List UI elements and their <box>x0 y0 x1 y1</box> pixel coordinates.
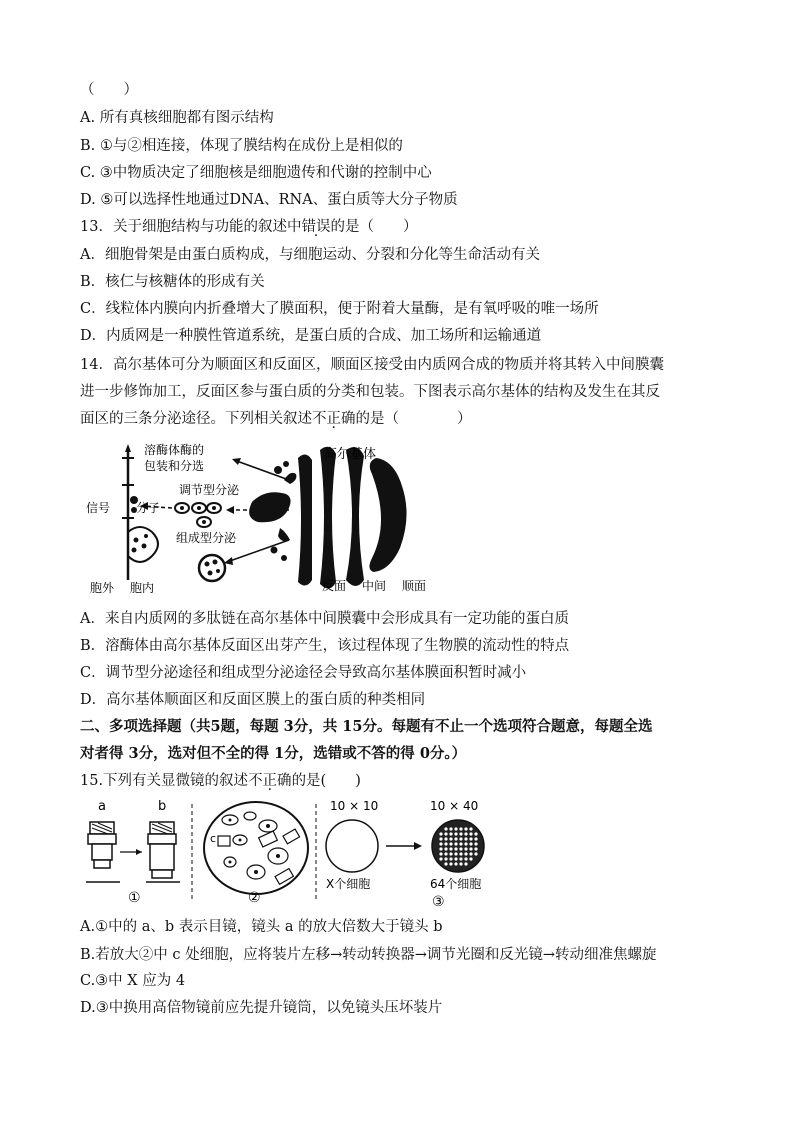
label-lysosome-1: 溶酶体酶的 <box>144 443 205 457</box>
cell-dot <box>464 857 467 860</box>
cell-dot <box>449 852 452 855</box>
label-cis: 顺面 <box>402 579 427 593</box>
label-one: ① <box>128 890 141 906</box>
q13-stem-post: 的是（ ） <box>330 219 418 235</box>
q14-stem-pre: 面区的三条分泌途径。下列相关叙述 <box>80 411 312 427</box>
label-inside: 胞内 <box>130 581 155 595</box>
cell-dot <box>439 837 442 840</box>
q12-option-b: B. ①与②相连接，体现了膜结构在成份上是相似的 <box>80 138 403 154</box>
cell-dot <box>449 832 452 835</box>
cell-dot <box>474 842 477 845</box>
q14-option-d: D．高尔基体顺面区和反面区膜上的蛋白质的种类相同 <box>80 692 426 708</box>
q14-stem-line2: 进一步修饰加工，反面区参与蛋白质的分类和包装。下图表示高尔基体的结构及发生在其反 <box>80 384 660 400</box>
cell-dot <box>474 832 477 835</box>
label-trans: 反面 <box>322 579 347 593</box>
q15-option-c: C.③中 X 应为 4 <box>80 973 186 989</box>
cell-dot <box>454 847 457 850</box>
cell-dot <box>474 837 477 840</box>
cell-dot <box>454 842 457 845</box>
golgi-figure <box>84 440 464 600</box>
q14-stem-post: 的是（ ） <box>355 411 472 427</box>
q12-option-d: D. ⑤可以选择性地通过DNA、RNA、蛋白质等大分子物质 <box>80 192 458 208</box>
cell-dot <box>459 862 462 865</box>
cell-dot <box>444 837 447 840</box>
cell-dot <box>469 837 472 840</box>
cell-dot <box>469 857 472 860</box>
cell-dot <box>444 857 447 860</box>
cell-dot <box>454 852 457 855</box>
cell-dot <box>449 862 452 865</box>
cell-dot <box>439 847 442 850</box>
q13-option-a: A．细胞骨架是由蛋白质构成，与细胞运动、分裂和分化等生命活动有关 <box>80 247 540 263</box>
cell-dot <box>469 852 472 855</box>
q13-stem-emphasis: 错误 <box>301 219 331 235</box>
q12-option-c: C. ③中物质决定了细胞核是细胞遗传和代谢的控制中心 <box>80 165 432 181</box>
label-constitutive: 组成型分泌 <box>176 531 237 545</box>
cell-dot <box>469 832 472 835</box>
q15-stem-emphasis: 不正确 <box>248 773 292 789</box>
label-three: ③ <box>432 894 445 908</box>
cell-dot <box>459 857 462 860</box>
cell-dot <box>464 832 467 835</box>
cell-dot <box>459 837 462 840</box>
cell-dot <box>469 827 472 830</box>
label-signal: 信号 <box>86 501 111 515</box>
label-b: b <box>158 799 167 814</box>
label-golgi: 高尔基体 <box>324 447 377 462</box>
label-outside: 胞外 <box>90 581 115 595</box>
q15-option-b: B.若放大②中 c 处细胞，应将装片左移→转动转换器→调节光圈和反光镜→转动细准焦螺旋 <box>80 947 657 963</box>
cell-dot <box>439 842 442 845</box>
cell-dot <box>449 842 452 845</box>
label-middle: 中间 <box>362 579 387 593</box>
cell-dot <box>459 827 462 830</box>
cell-dot <box>439 852 442 855</box>
cell-dot <box>459 832 462 835</box>
label-molecule: 分子 <box>136 501 161 515</box>
cell-dot <box>464 852 467 855</box>
cell-dot <box>459 852 462 855</box>
section2-heading-line1: 二、多项选择题（共5题，每题 3分，共 15分。每题有不止一个选项符合题意，每题全选 <box>80 718 653 735</box>
lens-b <box>148 822 176 878</box>
q15-option-a: A.①中的 a、b 表示目镜，镜头 a 的放大倍数大于镜头 b <box>80 919 443 935</box>
cell-dot <box>464 847 467 850</box>
cell-dot <box>444 862 447 865</box>
label-cells-64: 64个细胞 <box>430 877 482 891</box>
cell-dot <box>469 847 472 850</box>
cell-dot <box>444 842 447 845</box>
q14-stem-line3 <box>80 409 472 429</box>
q13-option-c: C．线粒体内膜向内折叠增大了膜面积，便于附着大量酶，是有氧呼吸的唯一场所 <box>80 301 599 317</box>
cell-dot <box>464 862 467 865</box>
q15-stem-pre: 15.下列有关显微镜的叙述 <box>80 773 249 789</box>
cell-dot <box>469 842 472 845</box>
cell-dot <box>454 832 457 835</box>
cell-dot <box>454 862 457 865</box>
microscope-figure <box>80 796 520 908</box>
cell-dot <box>449 827 452 830</box>
q13-option-b: B．核仁与核糖体的形成有关 <box>80 274 265 290</box>
cell-dot <box>444 847 447 850</box>
cell-dot <box>439 832 442 835</box>
cell-dot <box>449 857 452 860</box>
q12-option-a: A. 所有真核细胞都有图示结构 <box>80 110 274 126</box>
q13-stem-pre: 13．关于细胞结构与功能的叙述中 <box>80 219 302 235</box>
label-cells-x: X个细胞 <box>326 877 371 891</box>
q15-stem <box>80 771 361 791</box>
label-lysosome-2: 包装和分选 <box>144 459 205 473</box>
label-mag1: 10 × 10 <box>330 799 379 813</box>
cell-dot <box>444 852 447 855</box>
q15-option-d: D.③中换用高倍物镜前应先提升镜筒，以免镜头压坏装片 <box>80 1000 443 1016</box>
cell-dot <box>474 847 477 850</box>
label-regulated: 调节型分泌 <box>179 483 240 497</box>
cell-dot <box>454 857 457 860</box>
cell-dot <box>474 852 477 855</box>
cell-dot <box>439 857 442 860</box>
cell-dot <box>449 847 452 850</box>
cell-dot <box>444 832 447 835</box>
cell-dot <box>459 847 462 850</box>
q13-stem <box>80 217 417 237</box>
cell-dot <box>454 837 457 840</box>
label-c: c <box>210 832 217 845</box>
section2-heading-line2: 对者得 3分，选对但不全的得 1分，选错或不答的得 0分。） <box>80 745 467 762</box>
cell-dot <box>449 837 452 840</box>
cell-dot <box>454 827 457 830</box>
q14-stem-line1: 14．高尔基体可分为顺面区和反面区，顺面区接受由内质网合成的物质并将其转入中间膜囊 <box>80 357 664 373</box>
cell-dot <box>464 842 467 845</box>
cell-dot <box>464 827 467 830</box>
q14-option-c: C．调节型分泌途径和组成型分泌途径会导致高尔基体膜面积暂时减小 <box>80 665 527 681</box>
q15-stem-post: 的是( ) <box>291 773 361 789</box>
cell-dot <box>444 827 447 830</box>
label-a: a <box>98 799 106 814</box>
label-mag2: 10 × 40 <box>430 799 479 813</box>
q12-bracket: （ ） <box>80 82 138 98</box>
q14-option-a: A．来自内质网的多肽链在高尔基体中间膜囊中会形成具有一定功能的蛋白质 <box>80 611 569 627</box>
cell-dot <box>464 837 467 840</box>
q14-stem-emphasis: 不正确 <box>312 411 356 427</box>
label-two: ② <box>248 890 261 906</box>
q14-option-b: B．溶酶体由高尔基体反面区出芽产生，该过程体现了生物膜的流动性的特点 <box>80 638 570 654</box>
q13-option-d: D．内质网是一种膜性管道系统，是蛋白质的合成、加工场所和运输通道 <box>80 328 542 344</box>
cell-dot <box>459 842 462 845</box>
